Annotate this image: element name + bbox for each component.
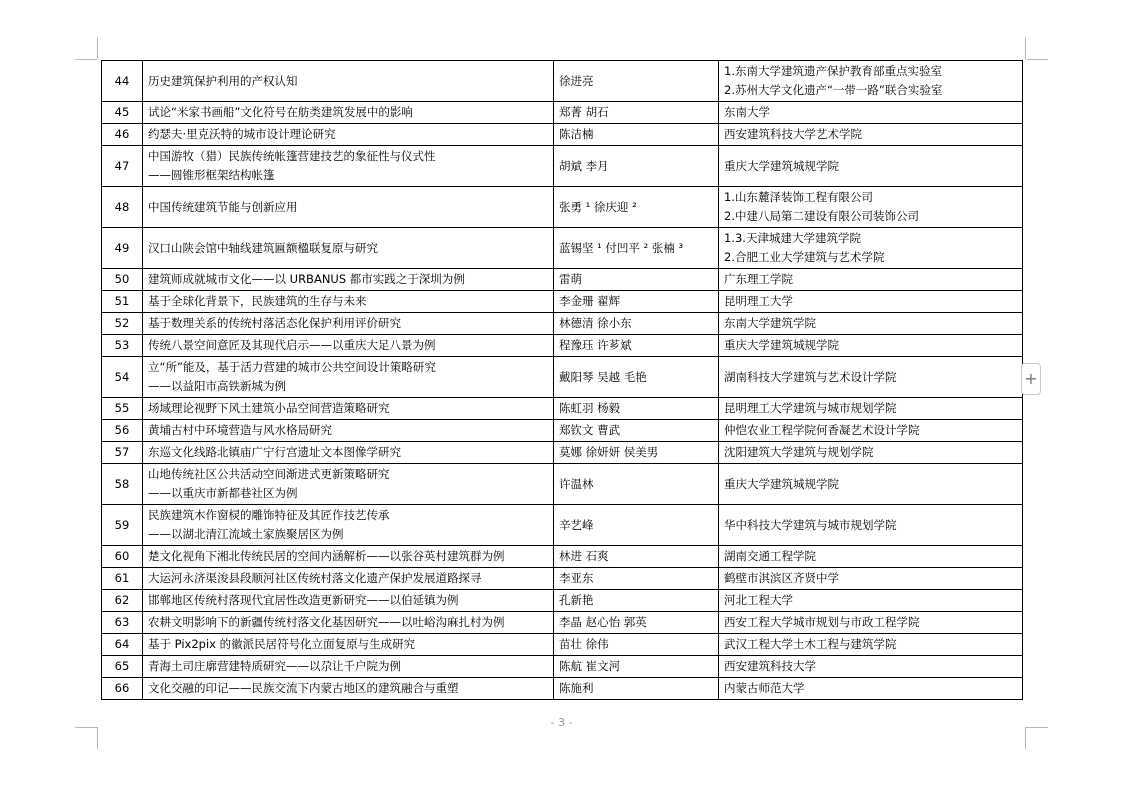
paper-title-line: 约瑟夫·里克沃特的城市设计理论研究 bbox=[148, 127, 336, 141]
authors-cell: 李金珊 翟辉 bbox=[554, 291, 719, 313]
table-row bbox=[102, 146, 1023, 187]
crop-mark bbox=[1026, 59, 1048, 60]
authors-cell: 林进 石爽 bbox=[554, 546, 719, 568]
authors-cell: 徐进亮 bbox=[554, 61, 719, 102]
row-number: 65 bbox=[102, 656, 143, 678]
crop-mark bbox=[97, 727, 98, 749]
paper-title-cell bbox=[143, 464, 554, 505]
paper-title-line: 民族建筑木作窗棂的雕饰特征及其匠作技艺传承 bbox=[148, 508, 390, 522]
organization-cell bbox=[719, 228, 1023, 269]
organization-line: 湖南交通工程学院 bbox=[724, 549, 816, 563]
paper-title-cell bbox=[143, 505, 554, 546]
paper-title-line: 汉口山陕会馆中轴线建筑匾额楹联复原与研究 bbox=[148, 240, 378, 255]
authors-cell: 戴阳琴 吴越 毛艳 bbox=[554, 357, 719, 398]
crop-mark bbox=[97, 37, 98, 59]
paper-title-cell bbox=[143, 146, 554, 187]
organization-line: 重庆大学建筑城规学院 bbox=[724, 158, 839, 173]
paper-title-line: 黄埔古村中环境营造与风水格局研究 bbox=[148, 423, 332, 437]
page-number: - 3 - bbox=[550, 716, 573, 729]
paper-title-cell bbox=[143, 590, 554, 612]
table-row bbox=[102, 442, 1023, 464]
paper-list-table bbox=[101, 60, 1023, 700]
organization-cell bbox=[719, 313, 1023, 335]
paper-title-cell bbox=[143, 398, 554, 420]
organization-line: 东南大学建筑学院 bbox=[724, 316, 816, 330]
organization-line: 仲恺农业工程学院何香凝艺术设计学院 bbox=[724, 423, 920, 437]
organization-line: 2.合肥工业大学建筑与艺术学院 bbox=[724, 250, 885, 264]
organization-line: 2.中建八局第二建设有限公司装饰公司 bbox=[724, 209, 919, 223]
organization-line: 2.苏州大学文化遗产“一带一路”联合实验室 bbox=[724, 83, 943, 97]
paper-title-line: 文化交融的印记——民族交流下内蒙古地区的建筑融合与重塑 bbox=[148, 681, 459, 695]
table-row bbox=[102, 124, 1023, 146]
authors-cell: 莫娜 徐妍妍 侯美男 bbox=[554, 442, 719, 464]
organization-line: 1.山东麓泽装饰工程有限公司 bbox=[724, 190, 873, 204]
table-row bbox=[102, 634, 1023, 656]
organization-line: 昆明理工大学建筑与城市规划学院 bbox=[724, 401, 897, 415]
row-number: 48 bbox=[102, 187, 143, 228]
paper-title-line: ——以湖北清江流域土家族聚居区为例 bbox=[148, 527, 344, 541]
organization-line: 广东理工学院 bbox=[724, 272, 793, 286]
row-number: 66 bbox=[102, 678, 143, 700]
paper-title-cell bbox=[143, 269, 554, 291]
organization-cell bbox=[719, 291, 1023, 313]
row-number: 44 bbox=[102, 61, 143, 102]
table-row bbox=[102, 187, 1023, 228]
table-row bbox=[102, 590, 1023, 612]
table-row bbox=[102, 464, 1023, 505]
organization-cell bbox=[719, 505, 1023, 546]
paper-title-line: 立“所”能及，基于活力营建的城市公共空间设计策略研究 bbox=[148, 360, 436, 374]
paper-title-cell bbox=[143, 124, 554, 146]
paper-title-line: ——以益阳市高铁新城为例 bbox=[148, 379, 286, 393]
organization-cell bbox=[719, 398, 1023, 420]
paper-title-line: 基于数理关系的传统村落活态化保护利用评价研究 bbox=[148, 316, 401, 330]
authors-cell: 许温林 bbox=[554, 464, 719, 505]
table-row bbox=[102, 313, 1023, 335]
paper-title-cell bbox=[143, 228, 554, 269]
organization-cell bbox=[719, 590, 1023, 612]
row-number: 61 bbox=[102, 568, 143, 590]
authors-cell: 林德清 徐小东 bbox=[554, 313, 719, 335]
paper-title-line: 楚文化视角下湘北传统民居的空间内涵解析——以张谷英村建筑群为例 bbox=[148, 549, 505, 563]
row-number: 62 bbox=[102, 590, 143, 612]
authors-cell: 李晶 赵心怡 郭英 bbox=[554, 612, 719, 634]
row-number: 53 bbox=[102, 335, 143, 357]
authors-cell: 陈航 崔文河 bbox=[554, 656, 719, 678]
paper-title-line: 历史建筑保护利用的产权认知 bbox=[148, 73, 298, 88]
authors-cell: 郑菁 胡石 bbox=[554, 102, 719, 124]
paper-title-cell bbox=[143, 546, 554, 568]
table-row bbox=[102, 228, 1023, 269]
authors-cell: 雷萌 bbox=[554, 269, 719, 291]
crop-mark bbox=[1025, 727, 1026, 749]
authors-cell: 苗壮 徐伟 bbox=[554, 634, 719, 656]
organization-line: 西安建筑科技大学 bbox=[724, 659, 816, 673]
paper-title-line: ——以重庆市新都巷社区为例 bbox=[148, 486, 298, 500]
organization-cell bbox=[719, 656, 1023, 678]
organization-line: 沈阳建筑大学建筑与规划学院 bbox=[724, 445, 874, 459]
paper-title-line: 农耕文明影响下的新疆传统村落文化基因研究——以吐峪沟麻扎村为例 bbox=[148, 615, 505, 629]
paper-title-line: 山地传统社区公共活动空间渐进式更新策略研究 bbox=[148, 467, 390, 481]
authors-cell: 陈施利 bbox=[554, 678, 719, 700]
organization-cell bbox=[719, 146, 1023, 187]
expand-plus-icon[interactable]: + bbox=[1021, 363, 1041, 395]
table-row bbox=[102, 335, 1023, 357]
table-row bbox=[102, 398, 1023, 420]
paper-title-line: 大运河永济渠浚县段顺河社区传统村落文化遗产保护发展道路探寻 bbox=[148, 571, 482, 585]
organization-line: 武汉工程大学土木工程与建筑学院 bbox=[724, 637, 897, 651]
organization-line: 重庆大学建筑城规学院 bbox=[724, 476, 839, 491]
organization-line: 东南大学 bbox=[724, 105, 770, 119]
paper-title-cell bbox=[143, 187, 554, 228]
paper-title-cell bbox=[143, 634, 554, 656]
organization-line: 西安建筑科技大学艺术学院 bbox=[724, 127, 862, 141]
paper-title-cell bbox=[143, 313, 554, 335]
organization-line: 昆明理工大学 bbox=[724, 294, 793, 308]
organization-cell bbox=[719, 442, 1023, 464]
row-number: 54 bbox=[102, 357, 143, 398]
table-row bbox=[102, 269, 1023, 291]
table-row bbox=[102, 612, 1023, 634]
table-row bbox=[102, 546, 1023, 568]
paper-title-cell bbox=[143, 678, 554, 700]
organization-line: 1.3.天津城建大学建筑学院 bbox=[724, 231, 861, 245]
table-row bbox=[102, 678, 1023, 700]
organization-cell bbox=[719, 269, 1023, 291]
organization-cell bbox=[719, 61, 1023, 102]
paper-title-cell bbox=[143, 357, 554, 398]
paper-title-cell bbox=[143, 442, 554, 464]
row-number: 45 bbox=[102, 102, 143, 124]
row-number: 47 bbox=[102, 146, 143, 187]
paper-title-cell bbox=[143, 291, 554, 313]
paper-title-cell bbox=[143, 656, 554, 678]
row-number: 49 bbox=[102, 228, 143, 269]
organization-cell bbox=[719, 102, 1023, 124]
paper-title-line: 中国游牧（猎）民族传统帐篷营建技艺的象征性与仪式性 bbox=[148, 149, 436, 163]
authors-cell: 程豫珏 许芗斌 bbox=[554, 335, 719, 357]
organization-cell bbox=[719, 357, 1023, 398]
organization-line: 重庆大学建筑城规学院 bbox=[724, 338, 839, 352]
organization-cell bbox=[719, 678, 1023, 700]
row-number: 50 bbox=[102, 269, 143, 291]
row-number: 59 bbox=[102, 505, 143, 546]
authors-cell: 张勇 ¹ 徐庆迎 ² bbox=[554, 187, 719, 228]
authors-cell: 李亚东 bbox=[554, 568, 719, 590]
row-number: 46 bbox=[102, 124, 143, 146]
row-number: 58 bbox=[102, 464, 143, 505]
row-number: 56 bbox=[102, 420, 143, 442]
row-number: 64 bbox=[102, 634, 143, 656]
organization-cell bbox=[719, 546, 1023, 568]
organization-cell bbox=[719, 634, 1023, 656]
organization-cell bbox=[719, 420, 1023, 442]
authors-cell: 蓝锡坚 ¹ 付凹平 ² 张楠 ³ bbox=[554, 228, 719, 269]
crop-mark bbox=[1025, 37, 1026, 59]
paper-title-line: 东巡文化线路北镇庙广宁行宫遗址文本图像学研究 bbox=[148, 445, 401, 459]
row-number: 51 bbox=[102, 291, 143, 313]
organization-line: 华中科技大学建筑与城市规划学院 bbox=[724, 517, 897, 532]
table-row bbox=[102, 291, 1023, 313]
table-row bbox=[102, 102, 1023, 124]
paper-title-cell bbox=[143, 335, 554, 357]
paper-title-cell bbox=[143, 568, 554, 590]
paper-title-cell bbox=[143, 612, 554, 634]
table-row bbox=[102, 505, 1023, 546]
organization-cell bbox=[719, 612, 1023, 634]
organization-line: 湖南科技大学建筑与艺术设计学院 bbox=[724, 369, 897, 384]
paper-title-cell bbox=[143, 420, 554, 442]
paper-list-body bbox=[102, 61, 1023, 700]
paper-title-line: 建筑师成就城市文化——以 URBANUS 都市实践之于深圳为例 bbox=[148, 272, 465, 286]
authors-cell: 胡斌 李月 bbox=[554, 146, 719, 187]
crop-mark bbox=[75, 59, 97, 60]
paper-title-cell bbox=[143, 102, 554, 124]
authors-cell: 郑钦文 曹武 bbox=[554, 420, 719, 442]
row-number: 57 bbox=[102, 442, 143, 464]
paper-title-line: 传统八景空间意匠及其现代启示——以重庆大足八景为例 bbox=[148, 338, 436, 352]
paper-title-line: 青海土司庄廓营建特质研究——以尕让千户院为例 bbox=[148, 659, 401, 673]
authors-cell: 陈洁楠 bbox=[554, 124, 719, 146]
organization-line: 1.东南大学建筑遗产保护教育部重点实验室 bbox=[724, 64, 942, 78]
table-row bbox=[102, 420, 1023, 442]
row-number: 60 bbox=[102, 546, 143, 568]
authors-cell: 辛艺峰 bbox=[554, 505, 719, 546]
paper-title-line: 中国传统建筑节能与创新应用 bbox=[148, 199, 298, 214]
table-row bbox=[102, 357, 1023, 398]
paper-title-line: 基于全球化背景下，民族建筑的生存与未来 bbox=[148, 294, 367, 308]
organization-cell bbox=[719, 335, 1023, 357]
organization-cell bbox=[719, 568, 1023, 590]
table-row bbox=[102, 656, 1023, 678]
paper-title-line: ——圆锥形框架结构帐篷 bbox=[148, 168, 275, 182]
organization-cell bbox=[719, 464, 1023, 505]
authors-cell: 陈虹羽 杨毅 bbox=[554, 398, 719, 420]
paper-title-line: 场域理论视野下风土建筑小品空间营造策略研究 bbox=[148, 401, 390, 415]
authors-cell: 孔新艳 bbox=[554, 590, 719, 612]
paper-title-line: 邯郸地区传统村落现代宜居性改造更新研究——以伯延镇为例 bbox=[148, 593, 459, 607]
organization-line: 鹤壁市淇滨区齐贤中学 bbox=[724, 571, 839, 585]
row-number: 52 bbox=[102, 313, 143, 335]
organization-cell bbox=[719, 124, 1023, 146]
organization-line: 西安工程大学城市规划与市政工程学院 bbox=[724, 615, 920, 629]
row-number: 63 bbox=[102, 612, 143, 634]
paper-title-cell bbox=[143, 61, 554, 102]
paper-title-line: 基于 Pix2pix 的徽派民居符号化立面复原与生成研究 bbox=[148, 637, 416, 651]
paper-title-line: 试论“米家书画船”文化符号在舫类建筑发展中的影响 bbox=[148, 105, 413, 119]
organization-line: 河北工程大学 bbox=[724, 593, 793, 607]
organization-cell bbox=[719, 187, 1023, 228]
row-number: 55 bbox=[102, 398, 143, 420]
table-row bbox=[102, 61, 1023, 102]
organization-line: 内蒙古师范大学 bbox=[724, 681, 805, 695]
table-row bbox=[102, 568, 1023, 590]
